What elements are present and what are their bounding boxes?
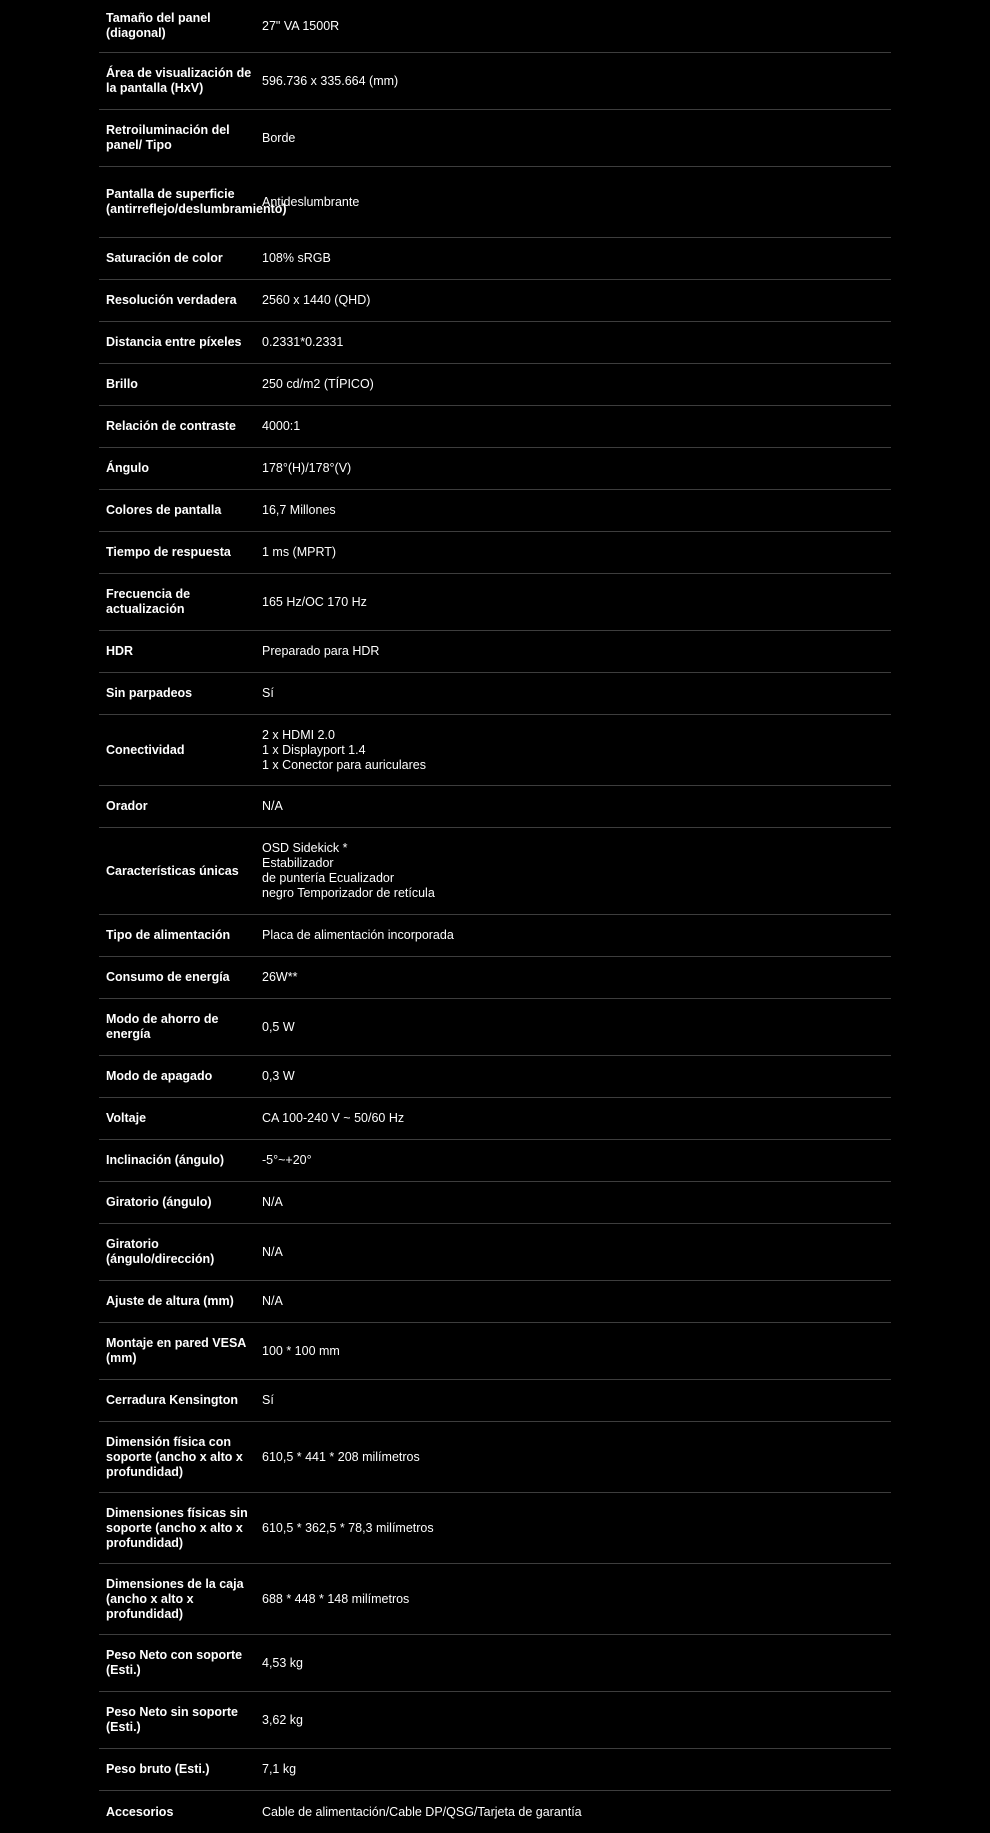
- spec-label: Peso bruto (Esti.): [106, 1762, 210, 1776]
- spec-row: [99, 1182, 891, 1224]
- spec-value: 108% sRGB: [262, 251, 331, 265]
- spec-value: CA 100-240 V ~ 50/60 Hz: [262, 1111, 405, 1125]
- spec-value: 4,53 kg: [262, 1655, 304, 1670]
- spec-label: Inclinación (ángulo): [106, 1153, 225, 1167]
- spec-label: Conectividad: [106, 742, 185, 757]
- spec-value: Sí: [262, 1393, 274, 1407]
- spec-row: [99, 53, 891, 110]
- spec-value: 688 * 448 * 148 milímetros: [262, 1591, 410, 1606]
- spec-row: [99, 110, 891, 167]
- spec-row: [99, 715, 891, 786]
- spec-value: OSD Sidekick * Estabilizador de puntería Ecualizador negro Temporizador de retícula: [262, 841, 435, 900]
- spec-row: [99, 1098, 891, 1140]
- spec-value: 2560 x 1440 (QHD): [262, 293, 371, 307]
- spec-row: [99, 1692, 891, 1749]
- spec-label: Voltaje: [106, 1111, 147, 1125]
- spec-value: 2 x HDMI 2.0 1 x Displayport 1.4 1 x Conector para auriculares: [262, 727, 426, 772]
- spec-label: Brillo: [106, 377, 138, 391]
- spec-label: Modo de ahorro de energía: [106, 1012, 219, 1041]
- spec-row: [99, 1224, 891, 1281]
- spec-row: [99, 673, 891, 715]
- spec-value: 4000:1: [262, 419, 301, 433]
- spec-label: Distancia entre píxeles: [106, 335, 242, 349]
- spec-value: 26W**: [262, 970, 298, 984]
- spec-value: 7,1 kg: [262, 1762, 297, 1776]
- spec-row: [99, 167, 891, 238]
- spec-value: Borde: [262, 130, 296, 145]
- spec-value: Antideslumbrante: [262, 194, 360, 209]
- spec-row: [99, 999, 891, 1056]
- spec-label: Tamaño del panel (diagonal): [106, 11, 211, 40]
- spec-value: 596.736 x 335.664 (mm): [262, 73, 399, 88]
- spec-label: Modo de apagado: [106, 1069, 213, 1083]
- spec-row: [99, 1323, 891, 1380]
- spec-value: N/A: [262, 799, 283, 813]
- spec-label: Relación de contraste: [106, 419, 236, 433]
- spec-row: [99, 1422, 891, 1493]
- spec-row: [99, 631, 891, 673]
- spec-row: [99, 1140, 891, 1182]
- spec-row: [99, 915, 891, 957]
- spec-label: Giratorio (ángulo/dirección): [106, 1237, 215, 1266]
- spec-value: Sí: [262, 686, 274, 700]
- spec-value: 1 ms (MPRT): [262, 545, 337, 559]
- spec-label: Tiempo de respuesta: [106, 545, 231, 559]
- spec-value: 250 cd/m2 (TÍPICO): [262, 377, 374, 391]
- spec-value: N/A: [262, 1195, 283, 1209]
- spec-row: [99, 574, 891, 631]
- spec-table: [99, 0, 891, 1833]
- spec-label: Accesorios: [106, 1804, 174, 1819]
- spec-value: 178°(H)/178°(V): [262, 461, 352, 475]
- spec-row: [99, 1281, 891, 1323]
- spec-value: 0.2331*0.2331: [262, 335, 344, 349]
- spec-label: Cerradura Kensington: [106, 1393, 238, 1407]
- spec-row: [99, 957, 891, 999]
- spec-label: Colores de pantalla: [106, 503, 222, 517]
- spec-row: [99, 364, 891, 406]
- spec-value: 27" VA 1500R: [262, 18, 340, 33]
- spec-label: Retroiluminación del panel/ Tipo: [106, 123, 230, 152]
- spec-row: [99, 1493, 891, 1564]
- spec-value: Placa de alimentación incorporada: [262, 928, 454, 942]
- spec-value: N/A: [262, 1244, 283, 1259]
- spec-label: Dimensiones de la caja (ancho x alto x profundidad): [106, 1576, 244, 1621]
- spec-row: [99, 786, 891, 828]
- spec-label: Ángulo: [106, 461, 150, 475]
- spec-row: [99, 1791, 891, 1833]
- spec-value: 610,5 * 362,5 * 78,3 milímetros: [262, 1520, 434, 1535]
- spec-row: [99, 448, 891, 490]
- spec-row: [99, 322, 891, 364]
- spec-label: Sin parpadeos: [106, 686, 193, 700]
- spec-row: [99, 1380, 891, 1422]
- spec-value: 100 * 100 mm: [262, 1343, 340, 1358]
- spec-label: Giratorio (ángulo): [106, 1195, 212, 1209]
- spec-row: [99, 490, 891, 532]
- spec-row: [99, 280, 891, 322]
- spec-value: Preparado para HDR: [262, 644, 380, 658]
- spec-row: [99, 406, 891, 448]
- spec-label: Dimensión física con soporte (ancho x alto x profundidad): [106, 1434, 243, 1479]
- spec-label: Saturación de color: [106, 251, 223, 265]
- spec-value: 610,5 * 441 * 208 milímetros: [262, 1449, 420, 1464]
- spec-value: 165 Hz/OC 170 Hz: [262, 594, 367, 609]
- spec-label: Características únicas: [106, 863, 239, 878]
- spec-row: [99, 1564, 891, 1635]
- spec-label: Montaje en pared VESA (mm): [106, 1336, 246, 1365]
- spec-label: Orador: [106, 799, 148, 813]
- spec-label: Peso Neto sin soporte (Esti.): [106, 1705, 238, 1734]
- spec-label: HDR: [106, 644, 134, 658]
- spec-row: [99, 1749, 891, 1791]
- spec-value: Cable de alimentación/Cable DP/QSG/Tarjeta de garantía: [262, 1804, 582, 1819]
- spec-row: [99, 1056, 891, 1098]
- spec-label: Resolución verdadera: [106, 293, 237, 307]
- spec-value: 0,5 W: [262, 1019, 295, 1034]
- spec-value: 3,62 kg: [262, 1712, 304, 1727]
- spec-label: Área de visualización de la pantalla (HxV): [106, 66, 252, 95]
- spec-value: -5°~+20°: [262, 1153, 312, 1167]
- spec-row: [99, 828, 891, 915]
- spec-row: [99, 238, 891, 280]
- spec-label: Consumo de energía: [106, 970, 230, 984]
- spec-label: Dimensiones físicas sin soporte (ancho x alto x profundidad): [106, 1505, 248, 1550]
- spec-value: N/A: [262, 1294, 283, 1308]
- spec-label: Tipo de alimentación: [106, 928, 231, 942]
- spec-label: Ajuste de altura (mm): [106, 1294, 234, 1308]
- spec-label: Peso Neto con soporte (Esti.): [106, 1648, 243, 1677]
- spec-label: Frecuencia de actualización: [106, 587, 191, 616]
- spec-row: [99, 532, 891, 574]
- spec-row: [99, 0, 891, 53]
- spec-value: 0,3 W: [262, 1069, 295, 1083]
- spec-label: Pantalla de superficie (antirreflejo/deslumbramiento): [106, 187, 287, 216]
- spec-value: 16,7 Millones: [262, 503, 336, 517]
- spec-row: [99, 1635, 891, 1692]
